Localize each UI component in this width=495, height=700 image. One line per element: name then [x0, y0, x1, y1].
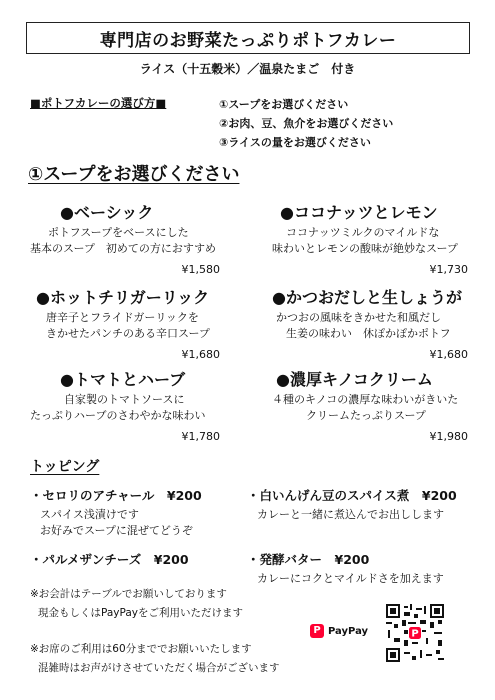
seat-note-line: 混雑時はお声がけさせていただく場合がございます: [38, 662, 280, 674]
page-subtitle: ライス（十五穀米）／温泉たまご 付き: [139, 62, 356, 76]
soup-section-heading: ①スープをお選びください: [28, 164, 240, 185]
howto-step: ①スープをお選びください: [219, 98, 349, 111]
soup-desc: 味わいとレモンの酸味が絶妙なスープ: [272, 242, 458, 255]
soup-desc: ココナッツミルクのマイルドな: [286, 226, 440, 239]
soup-name: ●濃厚キノコクリーム: [276, 370, 433, 389]
soup-name: ●ベーシック: [60, 203, 154, 222]
soup-desc: 自家製のトマトソースに: [64, 393, 185, 406]
topping-name: ・パルメザンチーズ ¥200: [30, 552, 189, 567]
soup-desc: 基本のスープ 初めての方におすすめ: [30, 242, 217, 255]
howto-label: ■ポトフカレーの選び方■: [30, 96, 167, 110]
soup-price: ¥1,980: [429, 430, 468, 443]
soup-price: ¥1,580: [181, 263, 220, 276]
soup-desc: たっぷりハーブのさわやかな味わい: [30, 409, 206, 422]
topping-desc: カレーと一緒に煮込んでお出しします: [257, 508, 444, 521]
topping-item: [30, 486, 202, 539]
howto-steps: [219, 95, 393, 152]
qr-code-icon[interactable]: [386, 604, 444, 662]
soup-item: [30, 367, 220, 446]
soup-item: [30, 200, 220, 279]
soup-desc: 生姜の味わい 休ぽかぽかポトフ: [286, 327, 451, 340]
topping-name: ・セロリのアチャール ¥200: [30, 488, 202, 503]
seat-note: [30, 640, 280, 678]
soup-name: ●ココナッツとレモン: [280, 203, 438, 222]
soup-item: [272, 367, 468, 446]
howto-step: ③ライスの量をお選びください: [219, 136, 371, 149]
soup-name: ●トマトとハーブ: [60, 370, 186, 389]
payment-note: [30, 585, 243, 623]
topping-desc: スパイス浅漬けです: [40, 508, 139, 521]
paypay-logo: [310, 624, 368, 638]
paypay-mark-icon: P: [310, 624, 324, 638]
topping-desc: お好みでスープに混ぜてどうぞ: [40, 524, 193, 537]
soup-desc: 唐辛子とフライドガーリックを: [46, 311, 199, 324]
soup-desc: きかせたパンチのある辛口スープ: [46, 327, 210, 340]
soup-desc: かつおの風味をきかせた和風だし: [276, 311, 441, 324]
soup-price: ¥1,730: [429, 263, 468, 276]
soup-item: [272, 285, 468, 364]
soup-desc: クリームたっぷりスープ: [306, 409, 426, 422]
soup-price: ¥1,680: [429, 348, 468, 361]
page-title: 専門店のお野菜たっぷりポトフカレー: [26, 22, 470, 54]
payment-note-line: 現金もしくはPayPayをご利用いただけます: [38, 607, 244, 619]
soup-desc: ポトフスープをベースにした: [48, 226, 189, 239]
paypay-label: PayPay: [328, 625, 369, 637]
topping-desc: カレーにコクとマイルドさを加えます: [257, 572, 444, 585]
topping-name: ・白いんげん豆のスパイス煮 ¥200: [247, 488, 457, 503]
soup-price: ¥1,780: [181, 430, 220, 443]
seat-note-line: ※お席のご利用は60分まででお願いいたします: [30, 643, 252, 655]
topping-section-heading: トッピング: [30, 459, 100, 475]
soup-name: ●かつおだしと生しょうが: [272, 288, 462, 307]
soup-price: ¥1,680: [181, 348, 220, 361]
topping-item: [30, 550, 189, 568]
howto-step: ②お肉、豆、魚介をお選びください: [219, 117, 394, 130]
topping-item: [247, 486, 457, 523]
soup-name: ●ホットチリガーリック: [36, 288, 210, 307]
soup-desc: ４種のキノコの濃厚な味わいがきいた: [272, 393, 459, 406]
soup-item: [30, 285, 220, 364]
soup-item: [272, 200, 468, 279]
topping-item: [247, 550, 444, 587]
svg-text:P: P: [411, 628, 419, 640]
topping-name: ・発酵バター ¥200: [247, 552, 370, 567]
payment-note-line: ※お会計はテーブルでお願いしております: [30, 588, 227, 600]
